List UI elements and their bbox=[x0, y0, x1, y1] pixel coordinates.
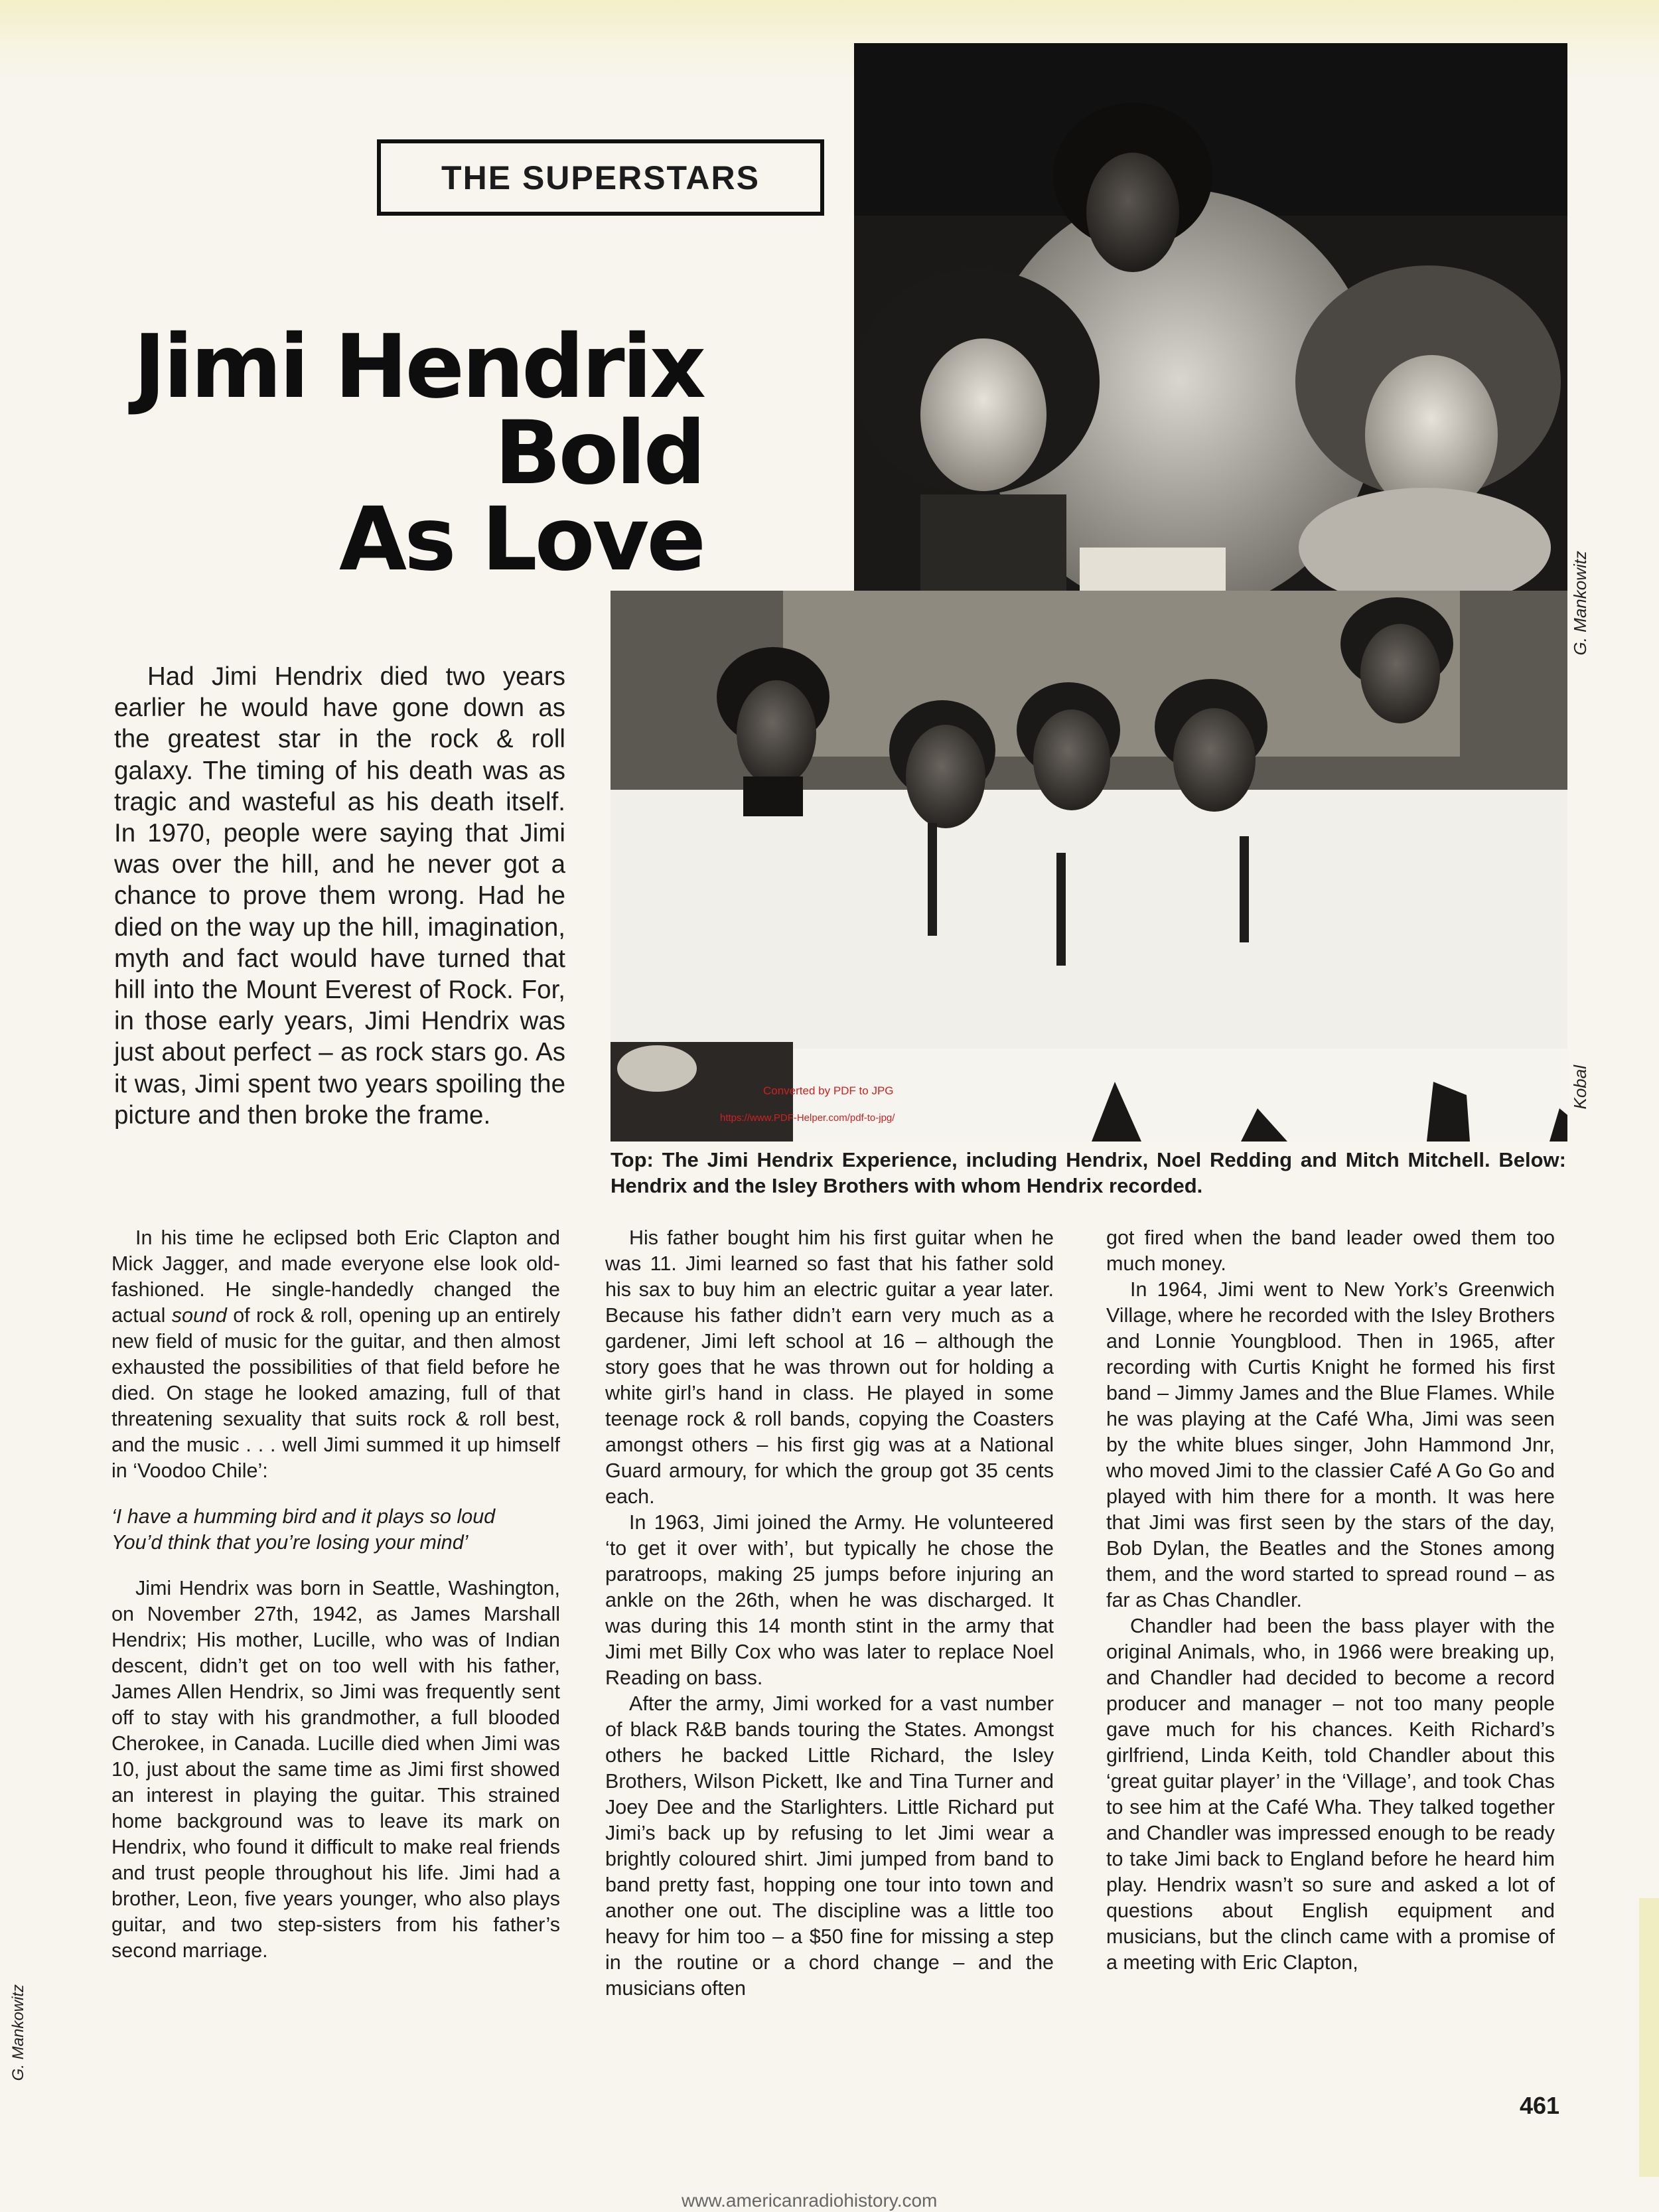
margin-photo-credit: G. Mankowitz bbox=[9, 1984, 27, 2081]
headline bbox=[100, 316, 703, 591]
headline-line-2: Bold bbox=[494, 402, 703, 504]
band-photo bbox=[854, 43, 1567, 591]
body-column-2 bbox=[605, 1225, 1054, 2002]
lede-paragraph: Had Jimi Hendrix died two years earlier he would have gone down as the greatest star in the rock & roll galaxy. The timing of his death was as tragic and wasteful as his death itself. In 1970, people were saying that Jimi was over the hill, and he never got a chance to prove them wrong. Had he died on the way up the hill, imagination, myth and fact would have turned that hill into the Mount Everest of Rock. For, in those early years, Jimi Hendrix was just about perfect – as rock stars go. As it was, Jimi spent two years spoiling the picture and then broke the frame. bbox=[114, 662, 565, 1130]
col2-paragraph-2: In 1963, Jimi joined the Army. He volunteered ‘to get it over with’, but typically he chose the paratroops, making 25 jumps before injuring an ankle on the 26th, when he was discharged. It was during this 14 month stint in the army that Jimi met Billy Cox who was later to replace Noel Reading on bass. bbox=[605, 1511, 1054, 1689]
watermark-line-2: https://www.PDF-Helper.com/pdf-to-jpg/ bbox=[720, 1112, 895, 1124]
paper-right-edge bbox=[1639, 1898, 1659, 2177]
col1-paragraph-2: Jimi Hendrix was born in Seattle, Washington, on November 27th, 1942, as James Marshall Hendrix; His mother, Lucille, who was of Indian descent, didn’t get on too well with his father, James Allen Hendrix, so Jimi was frequently sent off to stay with his grandmother, a full blooded Cherokee, in Canada. Lucille died when Jimi was 10, just about the same time as Jimi first showed an interest in playing the guitar. This strained home background was to leave its mark on Hendrix, who found it difficult to make real friends and trust people throughout his life. Jimi had a brother, Leon, five years younger, who also plays guitar, and two step-sisters from his father’s second marriage. bbox=[111, 1577, 560, 1962]
section-label bbox=[377, 139, 824, 216]
photo-credit-top: G. Mankowitz bbox=[1570, 551, 1590, 656]
col3-paragraph-1: got fired when the band leader owed them too much money. bbox=[1106, 1226, 1555, 1275]
col1-p1-text-b: of rock & roll, opening up an entirely new field of music for the guitar, and then almost exhausted the possibilities of that field before he died. On stage he looked amazing, full of that threatening sexuality that suits rock & roll best, and the music . . . well Jimi summed it up himself in ‘Voodoo Chile’: bbox=[111, 1304, 560, 1482]
footer-url: www.americanradiohistory.com bbox=[682, 2190, 938, 2211]
col3-paragraph-3: Chandler had been the bass player with the original Animals, who, in 1966 were breaking up, and Chandler had decided to become a record producer and manager – not too many people gave much for his chances. Keith Richard’s girlfriend, Linda Keith, told Chandler about this ‘great guitar player’ in the ‘Village’, and took Chas to see him at the Café Wha. They talked together and Chandler was impressed enough to be ready to take Jimi back to England before he heard him play. Hendrix wasn’t so sure and asked a lot of questions about English equipment and musicians, but the clinch came with a promise of a meeting with Eric Clapton, bbox=[1106, 1615, 1555, 1974]
pull-quote-line-1: ‘I have a humming bird and it plays so loud bbox=[111, 1505, 496, 1528]
band-photo-image bbox=[854, 43, 1567, 591]
pull-quote-line-2: You’d think that you’re losing your mind’ bbox=[111, 1531, 469, 1554]
photo-credit-bottom: Kobal bbox=[1570, 1065, 1590, 1110]
col3-paragraph-2: In 1964, Jimi went to New York’s Greenwich Village, where he recorded with the Isley Brothers and Lonnie Youngblood. Then in 1965, after recording with Curtis Knight he formed his first band – Jimmy James and the Blue Flames. While he was playing at the Café Wha, Jimi was seen by the white blues singer, John Hammond Jnr, who moved Jimi to the classier Café A Go Go and played with him there for a month. It was here that Jimi was first seen by the stars of the day, Bob Dylan, the Beatles and the Stones among them, and the word started to spread round – as far as Chas Chandler. bbox=[1106, 1278, 1555, 1611]
pull-quote bbox=[111, 1504, 560, 1556]
body-column-3 bbox=[1106, 1225, 1555, 1976]
section-label-text: THE SUPERSTARS bbox=[441, 159, 760, 196]
col1-paragraph-1 bbox=[111, 1225, 560, 1484]
isley-brothers-photo-image bbox=[611, 591, 1567, 1142]
col1-p1-italic: sound bbox=[171, 1304, 227, 1327]
col2-paragraph-1: His father bought him his first guitar when he was 11. Jimi learned so fast that his father sold his sax to buy him an electric guitar a year later. Because his father didn’t earn very much as a gardener, Jimi left school at 16 – although the story goes that he was thrown out for holding a white girl’s hand in class. He played in some teenage rock & roll bands, copying the Coasters amongst others – his first gig was at a National Guard armoury, for which the group got 35 cents each. bbox=[605, 1226, 1054, 1508]
col1-p1-text-a: In his time he eclipsed both Eric Clapton and Mick Jagger, and made everyone else look old-fashioned. He single-handedly changed the actual bbox=[111, 1226, 560, 1327]
photo-caption: Top: The Jimi Hendrix Experience, including Hendrix, Noel Redding and Mitch Mitchell. Below: Hendrix and the Isley Brothers with whom Hendrix recorded. bbox=[611, 1148, 1566, 1197]
page-number: 461 bbox=[1520, 2092, 1560, 2119]
headline-line-1: Jimi Hendrix bbox=[133, 316, 703, 418]
isley-brothers-photo bbox=[611, 591, 1567, 1142]
headline-line-3: As Love bbox=[338, 488, 703, 591]
watermark-line-1: Converted by PDF to JPG bbox=[763, 1084, 894, 1097]
col2-paragraph-3: After the army, Jimi worked for a vast number of black R&B bands touring the States. Amongst others he backed Little Richard, the Isley Brothers, Wilson Pickett, Ike and Tina Turner and Joey Dee and the Starlighters. Little Richard put Jimi’s back up by refusing to let Jimi wear a brightly coloured shirt. Jimi jumped from band to band pretty fast, hopping one tour into town and another one out. The discipline was a little too heavy for him too – a $50 fine for missing a step in the routine or a chord change – and the musicians often bbox=[605, 1692, 1054, 2000]
body-column-1 bbox=[111, 1225, 560, 1964]
